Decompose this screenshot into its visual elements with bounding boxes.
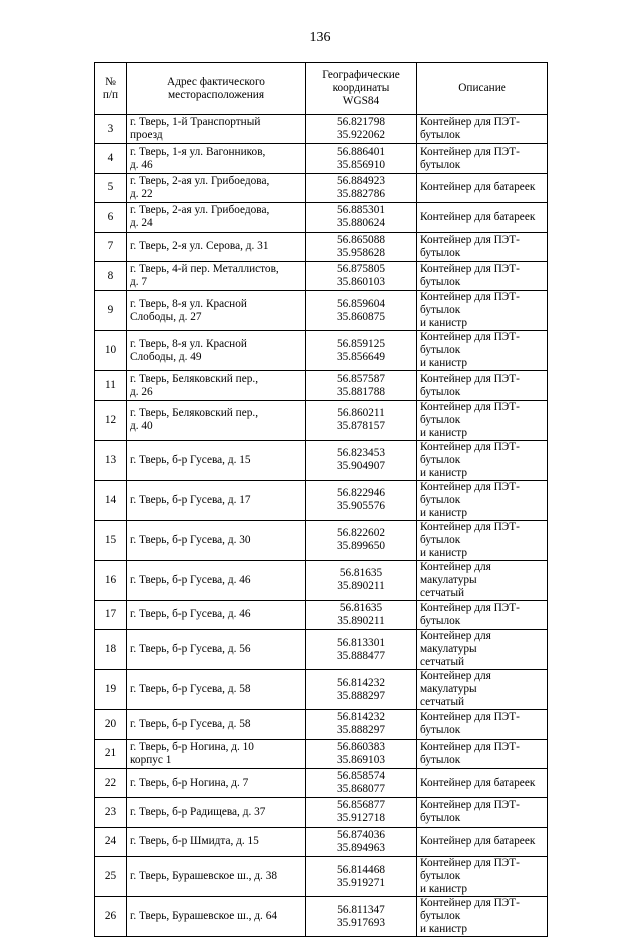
description-cell [417,739,548,768]
address-cell [127,232,306,261]
table-row [95,144,548,173]
description-cell [417,768,548,797]
coordinates-cell [306,173,417,202]
description-line: и канистр [420,883,468,896]
table-row [95,710,548,739]
latitude: 56.860383 [336,740,385,753]
latitude: 56.814232 [336,711,385,724]
longitude: 35.888297 [336,689,385,702]
table-row [95,291,548,331]
description-cell [417,400,548,440]
latitude: 56.886401 [336,145,385,158]
latitude: 56.811347 [337,903,385,916]
description-cell [417,670,548,710]
address-cell [127,331,306,371]
coordinates-cell [306,400,417,440]
description-cell [417,203,548,232]
longitude: 35.904907 [336,460,385,473]
address-cell [127,560,306,600]
row-number: 5 [95,173,127,202]
description-line: Контейнер для ПЭТ-бутылок [420,372,520,398]
table-row [95,560,548,600]
address-line: г. Тверь, б-р Гусева, д. 17 [130,493,251,506]
coordinates-cell [306,520,417,560]
row-number: 19 [95,670,127,710]
address-line: г. Тверь, 1-я ул. Вагонников, [130,145,266,158]
latitude: 56.822946 [336,487,385,500]
description-line: и канистр [420,923,468,936]
longitude: 35.881788 [336,385,385,398]
description-line: Контейнер для батареек [420,210,536,223]
longitude: 35.860875 [336,310,385,323]
description-line: Контейнер для ПЭТ-бутылок [420,799,520,825]
table-row [95,827,548,856]
description-line: Контейнер для ПЭТ-бутылок [420,263,520,289]
address-cell [127,520,306,560]
table-row [95,173,548,202]
row-number: 9 [95,291,127,331]
address-line: г. Тверь, 1-й Транспортный [130,116,261,129]
row-number: 12 [95,400,127,440]
description-line: Контейнер для ПЭТ-бутылок [420,480,520,506]
longitude: 35.917693 [336,916,385,929]
description-line: и канистр [420,426,468,439]
longitude: 35.922062 [336,129,385,142]
address-line: г. Тверь, 8-я ул. Красной [130,297,247,310]
latitude: 56.822602 [336,527,385,540]
header-num [95,63,127,115]
header-num-line: п/п [102,88,119,101]
coordinates-cell [306,857,417,897]
header-coords-line: координаты [332,82,390,94]
description-line: Контейнер для ПЭТ-бутылок [420,440,520,466]
row-number: 17 [95,600,127,629]
address-cell [127,798,306,827]
description-cell [417,560,548,600]
address-line: г. Тверь, Беляковский пер., [130,372,259,385]
page-number: 136 [309,30,331,45]
table-row [95,600,548,629]
latitude: 56.865088 [336,233,385,246]
table-row [95,115,548,144]
coordinates-cell [306,560,417,600]
longitude: 35.899650 [336,540,385,553]
address-cell [127,827,306,856]
header-coords-line: Географические [322,69,400,81]
address-line: корпус 1 [130,753,172,766]
description-cell [417,520,548,560]
latitude: 56.885301 [336,204,385,217]
table-row [95,857,548,897]
description-line: сетчатый [420,656,465,669]
address-cell [127,440,306,480]
address-line: г. Тверь, б-р Гусева, д. 46 [130,573,251,586]
address-cell [127,371,306,400]
latitude: 56.875805 [336,263,385,276]
latitude: 56.857587 [336,372,385,385]
table-row [95,897,548,937]
description-line: и канистр [420,546,468,559]
latitude: 56.856877 [336,799,385,812]
row-number: 13 [95,440,127,480]
description-line: сетчатый [420,586,465,599]
latitude: 56.884923 [336,174,385,187]
table-row [95,203,548,232]
header-coords-line: WGS84 [342,95,380,107]
description-cell [417,710,548,739]
coordinates-cell [306,115,417,144]
coordinates-cell [306,480,417,520]
address-line: Слободы, д. 27 [130,310,202,323]
description-line: Контейнер для ПЭТ-бутылок [420,400,520,426]
table-row [95,630,548,670]
longitude: 35.869103 [336,753,385,766]
description-line: Контейнер для батареек [420,835,536,848]
longitude: 35.919271 [336,876,385,889]
description-line: Контейнер для макулатуры [420,560,491,586]
coordinates-cell [306,600,417,629]
table-row [95,520,548,560]
latitude: 56.81635 [339,567,383,580]
coordinates-cell [306,827,417,856]
table-row [95,768,548,797]
address-line: г. Тверь, б-р Гусева, д. 58 [130,683,251,696]
longitude: 35.888477 [336,649,385,662]
coordinates-cell [306,371,417,400]
table-row [95,670,548,710]
row-number: 14 [95,480,127,520]
description-line: Контейнер для ПЭТ-бутылок [420,857,520,883]
row-number: 23 [95,798,127,827]
row-number: 18 [95,630,127,670]
address-line: г. Тверь, б-р Ногина, д. 7 [130,776,249,789]
description-cell [417,331,548,371]
header-address-line: Адрес фактического [167,75,265,88]
address-line: г. Тверь, 8-я ул. Красной [130,337,247,350]
latitude: 56.81635 [339,601,383,614]
table-row [95,440,548,480]
description-cell [417,440,548,480]
description-line: сетчатый [420,696,465,709]
table-row [95,400,548,440]
row-number: 16 [95,560,127,600]
coordinates-cell [306,232,417,261]
header-coords [306,63,417,115]
table-row [95,798,548,827]
description-line: Контейнер для ПЭТ-бутылок [420,233,520,259]
header-description: Описание [417,63,548,115]
description-line: Контейнер для макулатуры [420,630,491,656]
address-cell [127,739,306,768]
coordinates-cell [306,261,417,290]
address-cell [127,144,306,173]
address-line: г. Тверь, 2-ая ул. Грибоедова, [130,174,270,187]
address-line: г. Тверь, б-р Гусева, д. 58 [130,717,251,730]
latitude: 56.859125 [336,337,385,350]
longitude: 35.868077 [336,783,385,796]
table-row [95,371,548,400]
longitude: 35.860103 [336,276,385,289]
longitude: 35.856649 [336,350,385,363]
coordinates-cell [306,897,417,937]
address-cell [127,710,306,739]
address-cell [127,600,306,629]
coordinates-cell [306,331,417,371]
address-cell [127,897,306,937]
row-number: 22 [95,768,127,797]
row-number: 21 [95,739,127,768]
row-number: 11 [95,371,127,400]
coordinates-cell [306,670,417,710]
coordinates-cell [306,291,417,331]
description-cell [417,798,548,827]
address-line: г. Тверь, б-р Шмидта, д. 15 [130,835,259,848]
row-number: 4 [95,144,127,173]
row-number: 25 [95,857,127,897]
description-line: Контейнер для батареек [420,181,536,194]
description-cell [417,857,548,897]
row-number: 26 [95,897,127,937]
address-cell [127,480,306,520]
address-line: г. Тверь, б-р Гусева, д. 15 [130,453,251,466]
address-line: д. 24 [130,217,153,230]
latitude: 56.814468 [336,863,385,876]
description-line: Контейнер для ПЭТ-бутылок [420,601,520,627]
description-line: Контейнер для ПЭТ-бутылок [420,291,520,317]
description-cell [417,232,548,261]
address-line: г. Тверь, Бурашевское ш., д. 38 [130,870,277,883]
row-number: 3 [95,115,127,144]
address-line: г. Тверь, 2-я ул. Серова, д. 31 [130,240,269,253]
latitude: 56.874036 [336,828,385,841]
longitude: 35.888297 [336,724,385,737]
longitude: 35.882786 [336,187,385,200]
description-cell [417,827,548,856]
description-cell [417,173,548,202]
address-line: г. Тверь, Беляковский пер., [130,407,259,420]
address-line: д. 40 [130,420,153,433]
address-line: г. Тверь, Бурашевское ш., д. 64 [130,910,277,923]
latitude: 56.821798 [336,116,385,129]
description-line: Контейнер для батареек [420,776,536,789]
longitude: 35.890211 [337,614,385,627]
address-cell [127,768,306,797]
address-cell [127,291,306,331]
description-line: и канистр [420,317,468,330]
longitude: 35.912718 [336,812,385,825]
description-line: Контейнер для ПЭТ-бутылок [420,520,520,546]
description-cell [417,600,548,629]
address-cell [127,670,306,710]
address-line: г. Тверь, б-р Гусева, д. 56 [130,643,251,656]
longitude: 35.890211 [337,580,385,593]
latitude: 56.813301 [336,636,385,649]
address-line: д. 26 [130,385,153,398]
address-line: проезд [130,129,163,142]
description-line: Контейнер для ПЭТ-бутылок [420,897,520,923]
table-row [95,261,548,290]
latitude: 56.859604 [336,297,385,310]
coordinates-cell [306,630,417,670]
description-line: и канистр [420,506,468,519]
description-line: Контейнер для ПЭТ-бутылок [420,740,520,766]
table-row [95,480,548,520]
address-line: Слободы, д. 49 [130,350,202,363]
coordinates-cell [306,768,417,797]
locations-table [94,62,548,937]
table-row [95,331,548,371]
latitude: 56.858574 [336,770,385,783]
description-line: и канистр [420,466,468,479]
address-cell [127,173,306,202]
address-line: д. 7 [130,276,148,289]
address-cell [127,630,306,670]
address-cell [127,115,306,144]
description-cell [417,291,548,331]
description-cell [417,480,548,520]
header-address [127,63,306,115]
address-cell [127,261,306,290]
table-row [95,739,548,768]
header-address-line: месторасположения [167,88,265,101]
longitude: 35.878157 [336,420,385,433]
latitude: 56.860211 [337,407,385,420]
address-line: г. Тверь, б-р Гусева, д. 30 [130,533,251,546]
coordinates-cell [306,798,417,827]
row-number: 24 [95,827,127,856]
description-line: Контейнер для ПЭТ-бутылок [420,116,520,142]
description-cell [417,371,548,400]
address-line: г. Тверь, б-р Гусева, д. 46 [130,608,251,621]
address-cell [127,857,306,897]
coordinates-cell [306,144,417,173]
latitude: 56.823453 [336,447,385,460]
table-header-row [95,63,548,115]
description-line: Контейнер для ПЭТ-бутылок [420,331,520,357]
description-line: Контейнер для ПЭТ-бутылок [420,145,520,171]
longitude: 35.880624 [336,217,385,230]
address-line: г. Тверь, 2-ая ул. Грибоедова, [130,204,270,217]
description-line: Контейнер для макулатуры [420,670,491,696]
coordinates-cell [306,203,417,232]
row-number: 15 [95,520,127,560]
longitude: 35.905576 [336,500,385,513]
address-cell [127,203,306,232]
table-body [95,115,548,937]
longitude: 35.958628 [336,246,385,259]
description-cell [417,897,548,937]
table-row [95,232,548,261]
latitude: 56.814232 [336,676,385,689]
address-cell [127,400,306,440]
address-line: д. 22 [130,187,153,200]
address-line: г. Тверь, б-р Радищева, д. 37 [130,805,266,818]
description-line: Контейнер для ПЭТ-бутылок [420,711,520,737]
address-line: д. 46 [130,158,153,171]
row-number: 8 [95,261,127,290]
address-line: г. Тверь, 4-й пер. Металлистов, [130,263,279,276]
coordinates-cell [306,739,417,768]
coordinates-cell [306,440,417,480]
row-number: 10 [95,331,127,371]
description-line: и канистр [420,357,468,370]
row-number: 20 [95,710,127,739]
coordinates-cell [306,710,417,739]
description-cell [417,630,548,670]
header-num-line: № [105,75,116,88]
description-cell [417,261,548,290]
address-line: г. Тверь, б-р Ногина, д. 10 [130,740,254,753]
row-number: 7 [95,232,127,261]
longitude: 35.856910 [336,158,385,171]
description-cell [417,144,548,173]
row-number: 6 [95,203,127,232]
description-cell [417,115,548,144]
longitude: 35.894963 [336,841,385,854]
